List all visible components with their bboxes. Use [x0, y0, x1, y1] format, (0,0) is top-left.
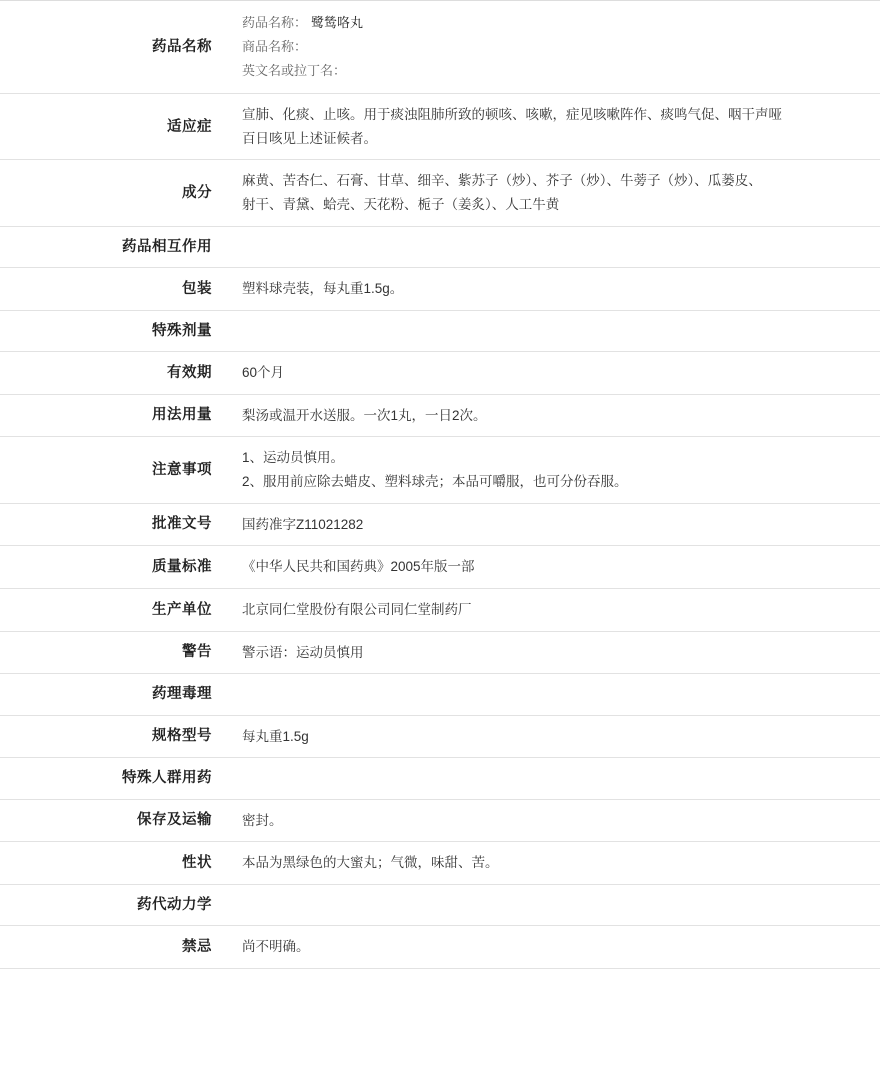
- table-row: [0, 842, 880, 885]
- row-value: [226, 885, 880, 926]
- row-value: [226, 546, 880, 589]
- table-row: [0, 885, 880, 926]
- row-subfield: [242, 11, 868, 35]
- row-value: [226, 437, 880, 503]
- row-value-line: 北京同仁堂股份有限公司同仁堂制药厂: [242, 601, 472, 617]
- row-value-line: 百日咳见上述证候者。: [242, 130, 377, 146]
- table-row: [0, 588, 880, 631]
- row-value: [226, 352, 880, 395]
- row-subfield-label: 英文名或拉丁名：: [242, 63, 347, 79]
- row-label: 成分: [182, 184, 212, 201]
- row-label: 特殊剂量: [152, 322, 212, 339]
- drug-information-table-body: [0, 1, 880, 969]
- row-value-line: 国药准字Z11021282: [242, 516, 364, 532]
- table-row: [0, 926, 880, 969]
- row-value-line: 麻黄、苦杏仁、石膏、甘草、细辛、紫苏子（炒）、芥子（炒）、牛蒡子（炒）、瓜蒌皮、: [242, 173, 762, 189]
- table-row: [0, 94, 880, 160]
- row-value-line: 宣肺、化痰、止咳。用于痰浊阻肺所致的顿咳、咳嗽，症见咳嗽阵作、痰鸣气促、咽干声哑: [242, 107, 782, 123]
- row-value: [226, 674, 880, 715]
- table-row: [0, 268, 880, 311]
- row-value-line: 每丸重1.5g: [242, 728, 309, 744]
- table-row: [0, 437, 880, 503]
- row-value-line: 2、服用前应除去蜡皮、塑料球壳；本品可嚼服，也可分份吞服。: [242, 474, 628, 490]
- row-value-line: 警示语：运动员慎用: [242, 644, 364, 660]
- row-value-empty: [242, 896, 868, 914]
- row-value-line: 1、运动员慎用。: [242, 450, 345, 466]
- row-value: [226, 1, 880, 94]
- row-label: 药理毒理: [152, 686, 212, 703]
- row-value: [226, 160, 880, 226]
- row-value-empty: [242, 685, 868, 703]
- row-label: 药品相互作用: [122, 238, 212, 255]
- row-label: 警告: [182, 644, 212, 661]
- table-row: [0, 1, 880, 94]
- row-value-line: 梨汤或温开水送服。一次1丸，一日2次。: [242, 407, 487, 423]
- table-row: [0, 715, 880, 758]
- row-label: 禁忌: [182, 939, 212, 956]
- table-row: [0, 503, 880, 546]
- row-value: [226, 503, 880, 546]
- row-value: [226, 268, 880, 311]
- row-value: [226, 588, 880, 631]
- row-subfield-value: 鹭鸶咯丸: [311, 15, 364, 30]
- row-value-line: 塑料球壳装，每丸重1.5g。: [242, 281, 404, 297]
- row-label: 规格型号: [152, 728, 212, 745]
- table-row: [0, 160, 880, 226]
- row-label: 批准文号: [152, 516, 212, 533]
- row-value: [226, 631, 880, 674]
- row-subfield: [242, 59, 868, 83]
- row-value-line: 《中华人民共和国药典》2005年版一部: [242, 559, 475, 575]
- table-row: [0, 674, 880, 715]
- row-label: 用法用量: [152, 407, 212, 424]
- row-label: 药品名称: [152, 38, 212, 55]
- table-row: [0, 352, 880, 395]
- row-value: [226, 226, 880, 267]
- page-bottom-spacer: [0, 969, 880, 1065]
- row-label: 药代动力学: [137, 897, 212, 914]
- row-value: [226, 310, 880, 351]
- row-value-line: 密封。: [242, 812, 283, 828]
- row-label: 注意事项: [152, 461, 212, 478]
- row-value-empty: [242, 238, 868, 256]
- row-subfield-label: 商品名称：: [242, 39, 308, 55]
- row-value: [226, 394, 880, 437]
- row-value-empty: [242, 322, 868, 340]
- row-label: 包装: [182, 280, 212, 297]
- table-row: [0, 799, 880, 842]
- table-row: [0, 310, 880, 351]
- row-label: 保存及运输: [137, 812, 212, 829]
- row-subfield-label: 药品名称：: [242, 15, 308, 30]
- row-label: 特殊人群用药: [122, 770, 212, 787]
- row-label: 生产单位: [152, 601, 212, 618]
- row-value-line: 本品为黑绿色的大蜜丸；气微，味甜、苦。: [242, 855, 499, 871]
- table-row: [0, 631, 880, 674]
- row-value-empty: [242, 770, 868, 788]
- table-row: [0, 546, 880, 589]
- row-label: 质量标准: [152, 558, 212, 575]
- row-label: 适应症: [167, 118, 212, 135]
- row-subfield: [242, 35, 868, 59]
- table-row: [0, 394, 880, 437]
- row-value-line: 60个月: [242, 365, 285, 381]
- row-value-line: 尚不明确。: [242, 939, 310, 955]
- row-value: [226, 842, 880, 885]
- row-value: [226, 926, 880, 969]
- row-value: [226, 799, 880, 842]
- row-value: [226, 715, 880, 758]
- row-value: [226, 758, 880, 799]
- table-row: [0, 226, 880, 267]
- row-label: 性状: [182, 854, 212, 871]
- row-label: 有效期: [167, 364, 212, 381]
- table-row: [0, 758, 880, 799]
- row-value-line: 射干、青黛、蛤壳、天花粉、栀子（姜炙）、人工牛黄: [242, 197, 560, 213]
- row-value: [226, 94, 880, 160]
